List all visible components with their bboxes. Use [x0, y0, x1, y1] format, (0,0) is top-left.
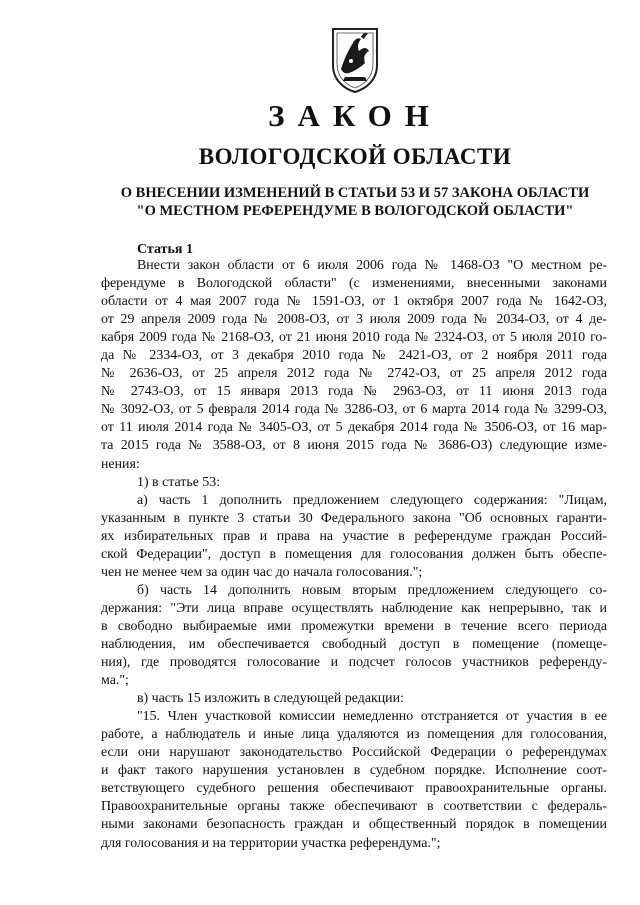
body-line: Правоохранительные органы также обеспечивают в соответствии с федераль- [101, 799, 607, 815]
subtitle-line: О ВНЕСЕНИИ ИЗМЕНЕНИЙ В СТАТЬИ 53 И 57 ЗАКОНА ОБЛАСТИ [120, 185, 590, 201]
body-line: ния), где проводятся голосование и подсчет голосов участников референду- [101, 655, 607, 671]
body-line: указанным в пункте 3 статьи 30 Федерального закона "Об основных гаранти- [101, 510, 607, 526]
body-line: б) часть 14 дополнить новым вторым предложением следующего со- [137, 582, 607, 598]
body-line: чен не менее чем за один час до начала голосования."; [101, 564, 423, 580]
body-line: ветствующего судебного решения обеспечивают правоохранительные органы. [101, 781, 607, 797]
body-line: если они нарушают законодательство Российской Федерации о референдумах [101, 745, 607, 761]
region-title: ВОЛОГОДСКОЙ ОБЛАСТИ [198, 144, 512, 169]
article-body [101, 257, 607, 853]
body-line: Внести закон области от 6 июля 2006 года № 1468-ОЗ "О местном ре- [137, 258, 607, 273]
body-line: области от 4 мая 2007 года № 1591-ОЗ, от 1 октября 2007 года № 1642-ОЗ, [101, 294, 607, 310]
body-line: работе, а наблюдатель и иные лица удаляются из помещения для голосования, [101, 727, 607, 743]
body-line: ской Федерации", доступ в помещения для голосования должен быть обеспе- [101, 546, 607, 562]
body-line: № 2636-ОЗ, от 25 апреля 2012 года № 2742-ОЗ, от 25 апреля 2012 года [101, 366, 607, 382]
body-line: в свободно выбираемые ими промежутки времени в течение всего периода [101, 618, 607, 634]
body-line: от 11 июля 2014 года № 3405-ОЗ, от 5 декабря 2014 года № 3506-ОЗ, от 16 мар- [101, 420, 607, 436]
body-line: а) часть 1 дополнить предложением следующего содержания: "Лицам, [137, 492, 607, 508]
article-heading: Статья 1 [137, 242, 193, 257]
body-line: наблюдения, им обеспечивается свободный доступ в помещение (помеще- [101, 636, 607, 652]
body-line: и факт такого нарушения установлен в судебном порядке. Исполнение соот- [101, 763, 607, 779]
body-line: нения: [101, 456, 140, 472]
body-line: в) часть 15 изложить в следующей редакции: [137, 691, 404, 707]
body-line: ях избирательных прав и права на участие в референдуме граждан Россий- [101, 528, 607, 544]
body-line: кабря 2009 года № 2168-ОЗ, от 21 июня 2010 года № 2324-ОЗ, от 5 июля 2010 го- [101, 330, 607, 346]
subtitle-line: "О МЕСТНОМ РЕФЕРЕНДУМЕ В ВОЛОГОДСКОЙ ОБЛАСТИ" [136, 203, 574, 219]
body-line: 1) в статье 53: [137, 474, 221, 490]
coat-of-arms-icon [331, 27, 379, 93]
body-line: ферендуме в Вологодской области" (с изменениями, внесенными законами [101, 276, 607, 292]
body-line: да № 2334-ОЗ, от 3 декабря 2010 года № 2421-ОЗ, от 2 ноября 2011 года [101, 348, 607, 364]
body-line: № 2743-ОЗ, от 15 января 2013 года № 2963-ОЗ, от 11 июня 2013 года [101, 384, 607, 400]
law-subtitle [100, 184, 610, 220]
body-line: от 29 апреля 2009 года № 2008-ОЗ, от 3 июля 2009 года № 2034-ОЗ, от 4 де- [101, 312, 607, 328]
body-line: ма."; [101, 673, 129, 689]
body-line: ными законами безопасность граждан и общественный порядок в помещении [101, 817, 607, 833]
body-line: "15. Член участковой комиссии немедленно отстраняется от участия в ее [137, 709, 607, 725]
body-line: та 2015 года № 3588-ОЗ, от 8 июня 2015 года № 3686-ОЗ) следующие изме- [101, 438, 607, 454]
body-line: для голосования и на территории участка референдума."; [101, 835, 441, 851]
law-title: ЗАКОН [268, 98, 442, 133]
body-line: держания: "Эти лица вправе осуществлять наблюдение как непрерывно, так и [101, 600, 607, 616]
body-line: № 3092-ОЗ, от 5 февраля 2014 года № 3286-ОЗ, от 6 марта 2014 года № 3299-ОЗ, [101, 402, 607, 418]
